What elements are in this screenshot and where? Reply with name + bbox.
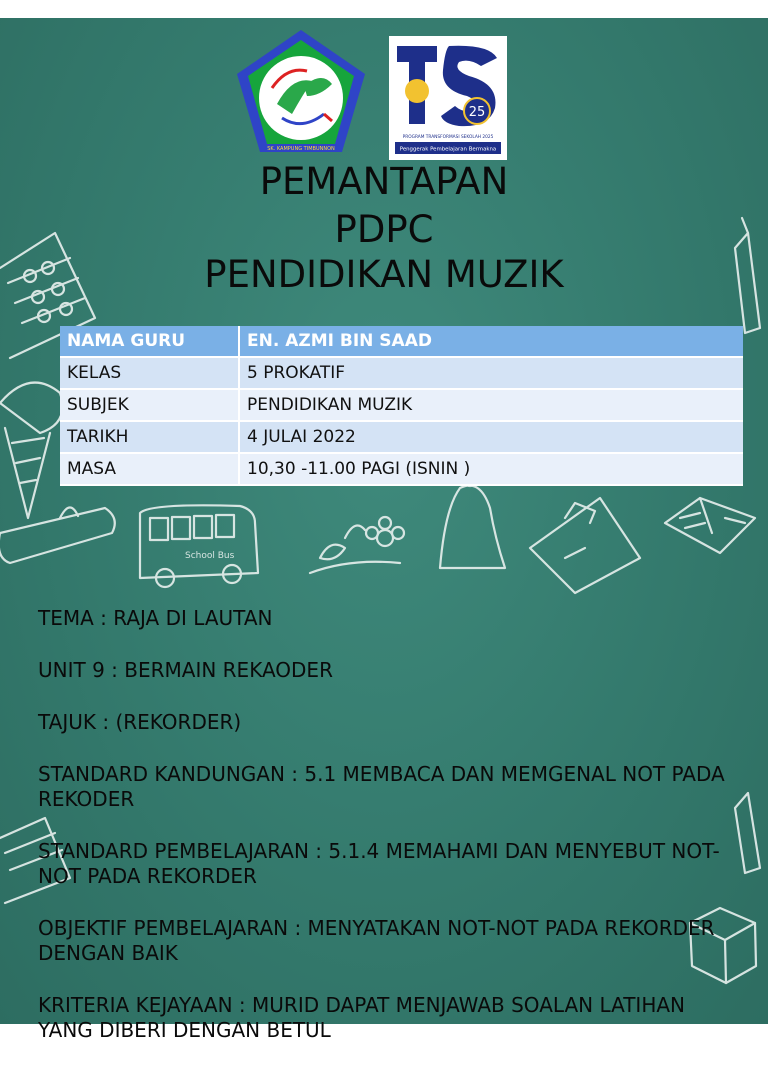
table-cell-label: NAMA GURU [60, 326, 239, 357]
detail-tema: TEMA : RAJA DI LAUTAN [38, 606, 273, 630]
ice-cream-doodle [0, 383, 63, 518]
table-cell-value: EN. AZMI BIN SAAD [239, 326, 743, 357]
school-bus-doodle [140, 505, 258, 587]
detail-kriteria: KRITERIA KEJAYAAN : MURID DAPAT MENJAWAB SOALAN LATIHAN YANG DIBERI DENGAN BETUL [38, 993, 686, 1042]
book-doodle [665, 498, 755, 553]
table-row [60, 453, 743, 485]
lesson-details [38, 606, 738, 1070]
detail-tajuk: TAJUK : (REKORDER) [38, 710, 242, 734]
title-line-3: PENDIDIKAN MUZIK [204, 253, 564, 296]
table-cell-label: SUBJEK [60, 389, 239, 421]
title-line-1: PEMANTAPAN [259, 160, 509, 203]
ts25-program-logo [389, 36, 507, 160]
table-cell-value: 5 PROKATIF [239, 357, 743, 389]
crest-ring-text: SK. KAMPUNG TIMBUNNON [267, 146, 335, 152]
table-cell-value: 4 JULAI 2022 [239, 421, 743, 453]
school-crest-logo [232, 26, 370, 158]
ts25-program-text: PROGRAM TRANSFORMASI SEKOLAH 2025 [402, 135, 494, 140]
table-cell-value: 10,30 -11.00 PAGI (ISNIN ) [239, 453, 743, 485]
table-row [60, 357, 743, 389]
table-row [60, 421, 743, 453]
bus-label: School Bus [185, 551, 235, 561]
detail-objektif: OBJEKTIF PEMBELAJARAN : MENYATAKAN NOT-NOT PADA REKORDER DENGAN BAIK [38, 916, 715, 965]
detail-standard-kandungan: STANDARD KANDUNGAN : 5.1 MEMBACA DAN MEMGENAL NOT PADA REKODER [38, 762, 725, 811]
detail-unit: UNIT 9 : BERMAIN REKAODER [38, 658, 333, 682]
pencil-doodle-bottom [735, 793, 760, 873]
ts25-tagline: Penggerak Pembelajaran Bermakna [399, 146, 497, 153]
scroll-doodle [0, 507, 115, 563]
table-cell-label: MASA [60, 453, 239, 485]
table-row [60, 389, 743, 421]
detail-standard-pembelajaran: STANDARD PEMBELAJARAN : 5.1.4 MEMAHAMI DAN MENYEBUT NOT-NOT PADA REKORDER [38, 839, 720, 888]
slide [0, 18, 768, 1042]
bell-doodle [440, 474, 505, 568]
ts25-number: 25 [468, 105, 486, 120]
table-cell-value: PENDIDIKAN MUZIK [239, 389, 743, 421]
briefcase-doodle [530, 498, 640, 593]
title-line-2: PDPC [334, 208, 434, 251]
table-cell-label: KELAS [60, 357, 239, 389]
table-row [60, 326, 743, 357]
table-cell-label: TARIKH [60, 421, 239, 453]
teacher-info-table [60, 326, 743, 486]
flower-doodle [310, 517, 404, 573]
